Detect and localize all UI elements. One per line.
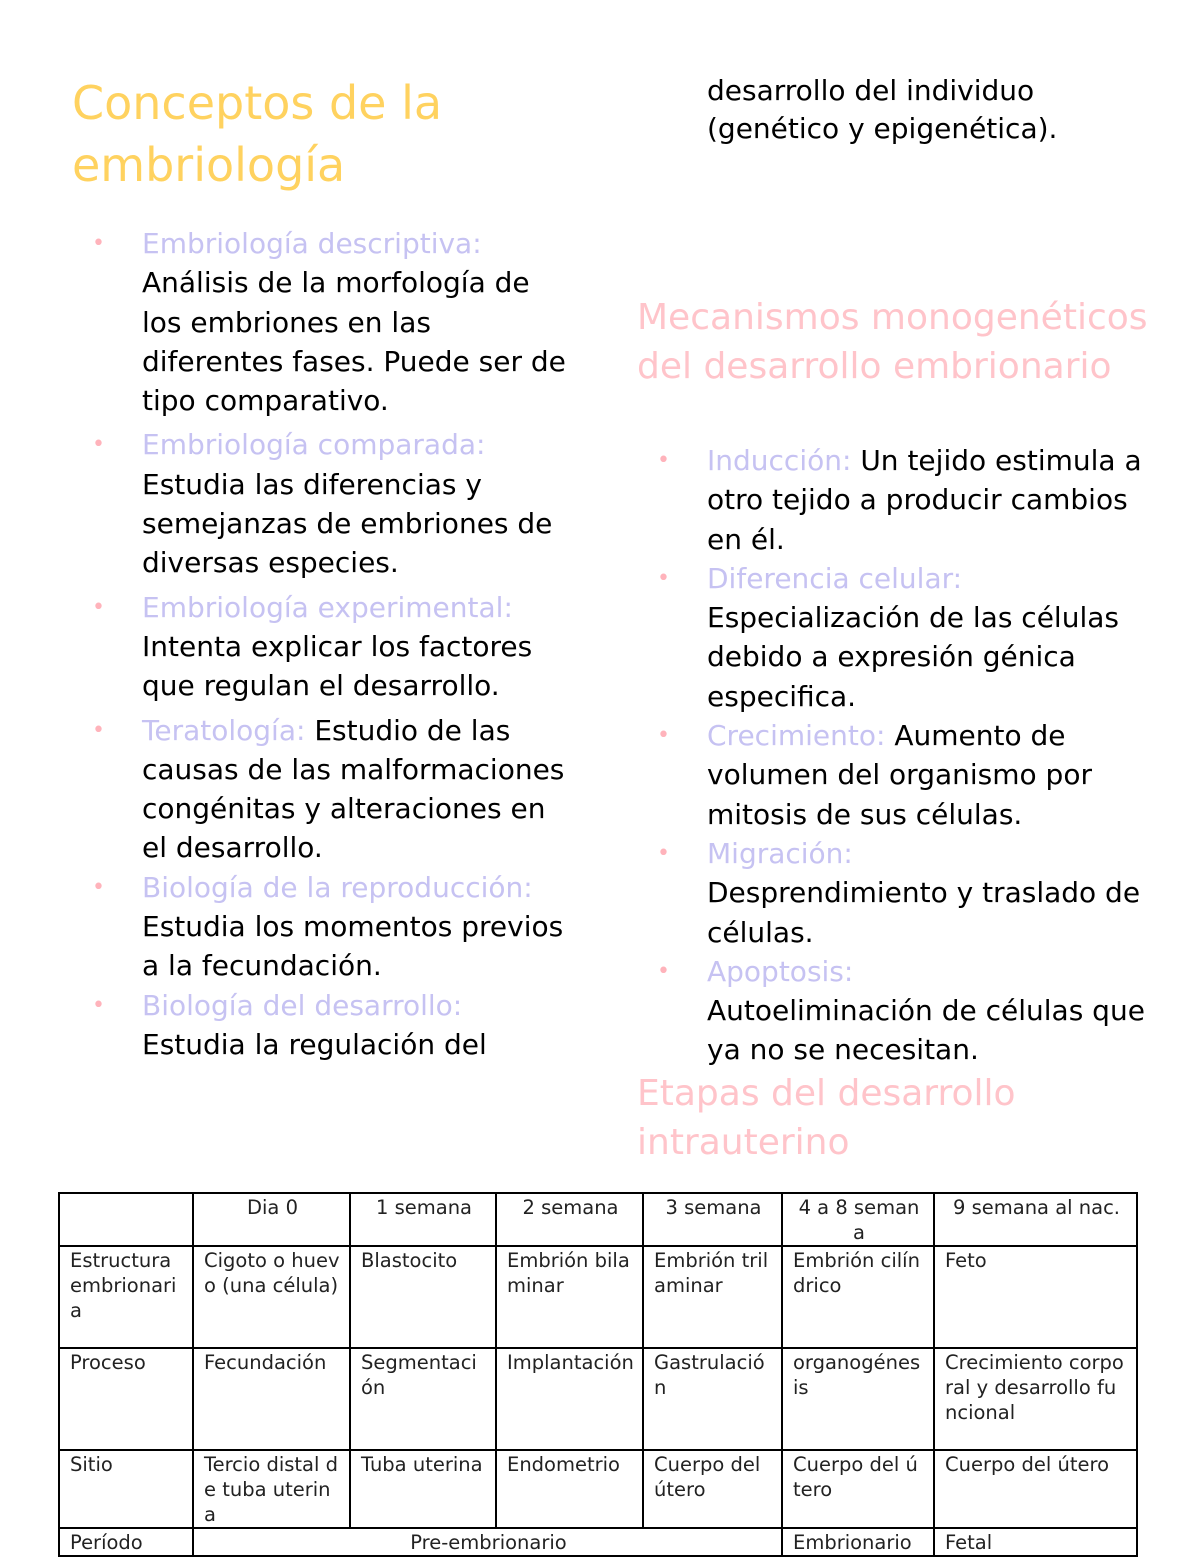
list-item bbox=[72, 711, 572, 868]
item-term: Teratología: bbox=[142, 713, 306, 747]
item-description: Intenta explicar los factores que regulan el desarrollo. bbox=[142, 629, 533, 703]
mechanisms-title: Mecanismos monogenéticos del desarrollo embrionario bbox=[637, 297, 1148, 387]
bullet-icon: • bbox=[92, 594, 105, 620]
concepts-list bbox=[72, 224, 572, 1064]
list-item bbox=[637, 952, 1157, 1070]
item-term: Embriología comparada: bbox=[142, 428, 486, 462]
bullet-icon: • bbox=[92, 231, 105, 256]
table-cell: Tercio distal de tuba uterina bbox=[193, 1450, 350, 1528]
item-description: Estudia la regulación del bbox=[142, 1027, 487, 1061]
bullet-icon: • bbox=[92, 432, 105, 458]
list-item bbox=[72, 868, 572, 986]
table-header-row bbox=[59, 1193, 1137, 1246]
bullet-icon: • bbox=[92, 717, 105, 743]
period-embryonic: Embrionario bbox=[782, 1528, 934, 1556]
list-item bbox=[637, 716, 1157, 834]
item-term: Biología de la reproducción: bbox=[142, 870, 533, 904]
item-description: Estudia las diferencias y semejanzas de embriones de diversas especies. bbox=[142, 467, 553, 580]
list-item bbox=[72, 425, 572, 582]
item-description: Un tejido estimula a otro tejido a producir cambios en él. bbox=[707, 444, 1142, 556]
header-cell: 2 semana bbox=[496, 1193, 643, 1246]
table-cell: organogénesis bbox=[782, 1348, 934, 1450]
item-term: Embriología experimental: bbox=[142, 590, 513, 624]
table-cell: Crecimiento corporal y desarrollo funcional bbox=[934, 1348, 1137, 1450]
table-cell: Cuerpo del útero bbox=[934, 1450, 1137, 1528]
table-cell: Blastocito bbox=[350, 1246, 496, 1348]
table-cell: Gastrulación bbox=[643, 1348, 782, 1450]
row-label: Estructura embrionaria bbox=[59, 1246, 193, 1348]
list-item bbox=[637, 834, 1157, 952]
header-cell: 4 a 8 semana bbox=[782, 1193, 934, 1246]
list-item bbox=[637, 441, 1157, 559]
left-column bbox=[72, 72, 572, 1064]
bullet-icon: • bbox=[657, 840, 670, 866]
item-description: Estudio de las causas de las malformaciones congénitas y alteraciones en el desarrollo. bbox=[142, 713, 565, 865]
item-description: Autoeliminación de células que ya no se necesitan. bbox=[707, 994, 1145, 1067]
list-item bbox=[72, 588, 572, 706]
row-label: Período bbox=[59, 1528, 193, 1556]
bullet-icon: • bbox=[657, 565, 670, 591]
table-cell: Feto bbox=[934, 1246, 1137, 1348]
item-description: Desprendimiento y traslado de células. bbox=[707, 876, 1141, 949]
item-term: Apoptosis: bbox=[707, 954, 854, 988]
item-term: Biología del desarrollo: bbox=[142, 988, 463, 1022]
item-description: Análisis de la morfología de los embriones en las diferentes fases. Puede ser de tipo comparativo. bbox=[142, 266, 566, 418]
stages-table bbox=[58, 1192, 1138, 1557]
table-cell: Embrión cilíndrico bbox=[782, 1246, 934, 1348]
header-cell: 1 semana bbox=[350, 1193, 496, 1246]
concepts-title: Conceptos de la embriología bbox=[72, 76, 443, 192]
list-item bbox=[637, 559, 1157, 716]
bullet-icon: • bbox=[657, 448, 670, 473]
row-label: Proceso bbox=[59, 1348, 193, 1450]
table-cell: Cigoto o huevo (una célula) bbox=[193, 1246, 350, 1348]
header-cell bbox=[59, 1193, 193, 1246]
stages-title: Etapas del desarrollo intrauterino bbox=[637, 1073, 1016, 1163]
row-label: Sitio bbox=[59, 1450, 193, 1528]
table-row-period bbox=[59, 1528, 1137, 1556]
item-description: Especialización de las células debido a expresión génica especifica. bbox=[707, 601, 1119, 713]
bullet-icon: • bbox=[92, 874, 105, 900]
header-cell: Dia 0 bbox=[193, 1193, 350, 1246]
table-cell: Endometrio bbox=[496, 1450, 643, 1528]
item-term: Embriología descriptiva: bbox=[142, 227, 482, 260]
header-cell: 3 semana bbox=[643, 1193, 782, 1246]
list-item bbox=[72, 986, 572, 1065]
period-fetal: Fetal bbox=[934, 1528, 1137, 1556]
table-cell: Embrión trilaminar bbox=[643, 1246, 782, 1348]
table-cell: Segmentación bbox=[350, 1348, 496, 1450]
bullet-icon: • bbox=[92, 992, 105, 1018]
list-item bbox=[72, 224, 572, 420]
item-term: Inducción: bbox=[707, 444, 852, 477]
table-cell: Embrión bilaminar bbox=[496, 1246, 643, 1348]
table-cell: Cuerpo del útero bbox=[643, 1450, 782, 1528]
period-preembryonic: Pre-embrionario bbox=[193, 1528, 782, 1556]
table-cell: Implantación bbox=[496, 1348, 643, 1450]
item-term: Diferencia celular: bbox=[707, 561, 963, 595]
item-description: Aumento de volumen del organismo por mitosis de sus células. bbox=[707, 719, 1092, 831]
mechanisms-list bbox=[637, 441, 1157, 1070]
bullet-icon: • bbox=[657, 958, 670, 984]
table-row bbox=[59, 1450, 1137, 1528]
item-term: Migración: bbox=[707, 836, 853, 870]
table-row bbox=[59, 1348, 1137, 1450]
item-description: Estudia los momentos previos a la fecundación. bbox=[142, 910, 564, 983]
continuation-text: desarrollo del individuo (genético y epigenética). bbox=[707, 74, 1058, 145]
table-row bbox=[59, 1246, 1137, 1348]
table-cell: Tuba uterina bbox=[350, 1450, 496, 1528]
header-cell: 9 semana al nac. bbox=[934, 1193, 1137, 1246]
bullet-icon: • bbox=[657, 723, 670, 749]
item-term: Crecimiento: bbox=[707, 719, 886, 753]
table-cell: Fecundación bbox=[193, 1348, 350, 1450]
table-cell: Cuerpo del útero bbox=[782, 1450, 934, 1528]
